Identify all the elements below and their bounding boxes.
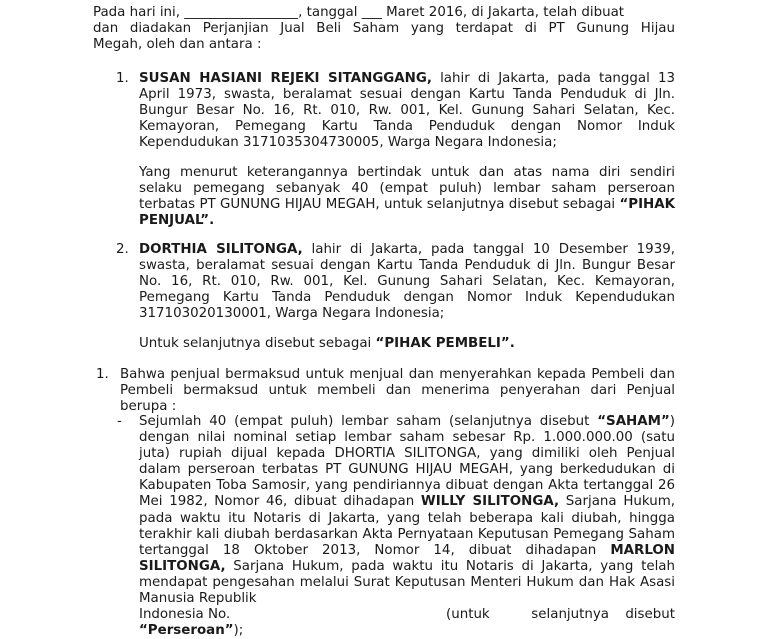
perseroan-end: );: [233, 623, 244, 639]
intro-text-a: Pada hari ini,: [93, 5, 185, 20]
party-2-name: DORTHIA SILITONGA,: [139, 242, 303, 257]
share-item-body: [139, 414, 675, 607]
party-2-number: 2.: [116, 242, 129, 257]
intro-line-1: [93, 5, 675, 21]
share-item-text-a: Sejumlah 40 (empat puluh) lembar saham (selanjutnya disebut: [139, 414, 598, 429]
indonesia-no: Indonesia No.: [139, 607, 231, 623]
saham-label: “SAHAM”: [597, 414, 670, 429]
day-blank: _________________: [184, 5, 299, 20]
intro-line-3: Megah, oleh dan antara :: [93, 37, 262, 53]
intro-text-b: , tanggal: [298, 5, 362, 20]
perseroan-line: [139, 623, 675, 639]
selanjutnya-word: selanjutnya: [531, 607, 609, 623]
share-item-text-d: Sarjana Hukum, pada waktu itu Notaris di Jakarta, yang telah mendapat pengesahan melalui Surat Keputusan Menteri Hukum dan Hak Asasi Manusia Republik: [139, 558, 675, 607]
party-2-role-label: “PIHAK PEMBELI”.: [375, 336, 515, 351]
perseroan-label: “Perseroan”: [139, 623, 234, 639]
party-2-role: [139, 336, 675, 352]
share-item-text-b: ) dengan nilai nominal setiap lembar saham sebesar Rp. 1.000.000.00 (satu juta) rupiah dijual kepada DHORTIA SILITONGA, yang dimiliki oleh Penjual dalam perseroan terbatas PT GUNUNG HIJAU MEGAH, yang berkedudukan di Kabupaten Toba Samosir, yang pendiriannya dibuat dengan Akta tertanggal 26 Mei 1982, Nomor 46, dibuat dihadapan: [139, 414, 675, 510]
clause-bullet: -: [117, 414, 122, 429]
intro-paragraph: [93, 5, 675, 53]
party-1-identity: [139, 71, 675, 151]
party-2-details: lahir di Jakarta, pada tanggal 10 Desember 1939, swasta, beralamat sesuai dengan Kartu Tanda Penduduk di Jln. Bungur Besar No. 16, Rt. 010, Rw. 001, Kel. Gunung Sahari Selatan, Kec. Kemayoran, Pemegang Kartu Tanda Penduduk dengan Nomor Induk Kependudukan 317103020130001, Warga Negara Indonesia;: [139, 242, 675, 322]
party-1-role: [139, 165, 675, 229]
party-1-details: lahir di Jakarta, pada tanggal 13 April 1973, swasta, beralamat sesuai dengan Kartu Tanda Penduduk di Jln. Bungur Besar No. 16, Rt. 010, Rw. 001, Kel. Gunung Sahari Selatan, Kec. Kemayoran, Pemegang Kartu Tanda Penduduk dengan Nomor Induk Kependudukan 3171035304730005, Warga Negara Indonesia;: [139, 71, 675, 151]
party-2-identity: [139, 242, 675, 322]
notary-marlon: MARLON SILITONGA,: [139, 542, 675, 574]
clause-1-text: Bahwa penjual bermaksud untuk menjual dan menyerahkan kepada Pembeli dan Pembeli bermaksud untuk membeli dan menerima penyerahan dari Penjual berupa :: [120, 367, 675, 415]
untuk-word: (untuk: [446, 607, 490, 623]
party-2-role-text: Untuk selanjutnya disebut sebagai: [139, 336, 376, 351]
party-1-name: SUSAN HASIANI REJEKI SITANGGANG,: [139, 71, 432, 86]
intro-line-2: dan diadakan Perjanjian Jual Beli Saham yang terdapat di PT Gunung Hijau: [93, 21, 675, 37]
party-1-role-label: “PIHAK PENJUAL”.: [139, 197, 675, 229]
party-1-number: 1.: [116, 71, 129, 86]
clause-1-number: 1.: [96, 367, 109, 382]
share-item: [139, 414, 675, 639]
share-item-text-c: Sarjana Hukum, pada waktu itu Notaris di Jakarta, yang telah beberapa kali diubah, hingga terakhir kali diubah berdasarkan Akta Pernyataan Keputusan Pemegang Saham tertanggal 18 Oktober 2013, Nomor 14, dibuat dihadapan: [139, 494, 676, 558]
disebut-word: disebut: [625, 607, 675, 623]
party-1-role-text: Yang menurut keterangannya bertindak untuk dan atas nama diri sendiri selaku pemegang sebanyak 40 (empat puluh) lembar saham perseroan terbatas PT GUNUNG HIJAU MEGAH, untuk selanjutnya disebut sebagai: [139, 165, 675, 213]
date-blank: ___: [361, 5, 382, 20]
notary-willy: WILLY SILITONGA,: [420, 494, 560, 510]
intro-text-c: Maret 2016, di Jakarta, telah dibuat: [381, 5, 625, 20]
share-item-last-line: [139, 607, 675, 623]
